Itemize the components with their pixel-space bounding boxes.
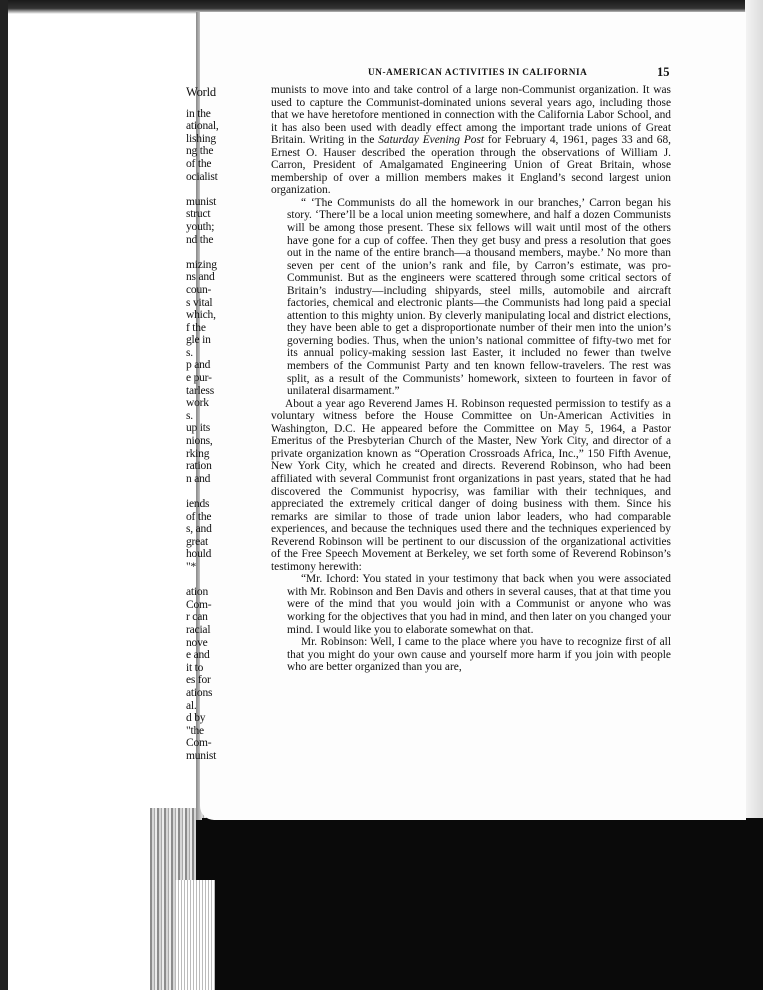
facing-page-fragment: of the <box>186 510 212 523</box>
facing-page-fragment: munist <box>186 749 217 762</box>
facing-page-fragment: n and <box>186 472 211 485</box>
facing-page-fragment: "the <box>186 724 204 737</box>
facing-page-fragment: ns and <box>186 271 215 284</box>
paragraph-1: munists to move into and take control of a large non-Communist organization. It was used to capture the Communist-dominated unions several years ago, including those that we have heretofore mentioned in connection with the California Labor School, and it has also been used with deadly effect among the important trade unions of Great Britain. Writing in the Saturday Evening Post for February 4, 1961, pages 33 and 68, Ernest O. Hauser described the operation through the observations of William J. Carron, President of Amalgamated Engineering Union of Great Britain, whose membership of over a million members makes it England’s second largest union organization. <box>271 84 671 197</box>
facing-page-fragment: f the <box>186 321 206 334</box>
facing-page-fragment: it to <box>186 661 204 674</box>
facing-page-fragment: coun- <box>186 283 212 296</box>
facing-page-fragment: Com- <box>186 598 212 611</box>
page-number: 15 <box>657 65 670 79</box>
facing-page-fragment: in the <box>186 107 211 120</box>
facing-page-fragment: s vital <box>186 296 213 309</box>
facing-page-fragment: e and <box>186 649 210 662</box>
running-title: UN-AMERICAN ACTIVITIES IN CALIFORNIA <box>368 67 588 77</box>
facing-page-fragment: mizing <box>186 258 217 271</box>
facing-page-fragment <box>186 485 222 498</box>
facing-page-fragment: hould <box>186 548 212 561</box>
facing-page-fragment: which, <box>186 309 216 322</box>
facing-page-fragment: ations <box>186 686 213 699</box>
facing-page-fragment: of the <box>186 157 212 170</box>
facing-page-fragment: r can <box>186 611 208 624</box>
facing-page-fragment <box>186 183 222 196</box>
scan-bottom-noise <box>175 880 215 990</box>
paragraph-2: About a year ago Reverend James H. Robinson requested permission to testify as a voluntary witness before the House Committee on Un-American Activities in Washington, D.C. He appeared before the Committee on May 5, 1964, a Pastor Emeritus of the Presbyterian Church of the Master, New York City, and director of a private organization known as “Operation Crossroads Africa, Inc.,” 150 Fifth Avenue, New York City, which he created and directs. Reverend Robinson, who had been affiliated with several Communist front organizations in past years, stated that he had discovered the Communist hypocrisy, was familiar with their techniques, and appreciated the extremely critical danger of doing business with them. Since his remarks are similar to those of trade union labor leaders, who had comparable experiences, and because the techniques used there and the techniques experienced by Reverend Robinson will be pertinent to our discussion of the organizational activities of the Free Speech Movement at Berkeley, we set forth some of Reverend Robinson’s testimony herewith: <box>271 397 671 573</box>
facing-page-fragment: s. <box>186 346 193 359</box>
facing-page-fragment: e pur- <box>186 372 212 385</box>
testimony-robinson: Mr. Robinson: Well, I came to the place where you have to recognize first of all that you might do your own cause and yourself more harm if you join with people who are better organized than you are, <box>287 636 671 674</box>
scan-left-edge <box>0 0 8 990</box>
facing-page-fragment: ocialist <box>186 170 218 183</box>
facing-page-fragment: Com- <box>186 737 212 750</box>
facing-page-fragment: tarless <box>186 384 214 397</box>
facing-page-fragment: work <box>186 397 209 410</box>
facing-page-fragment <box>186 574 222 587</box>
facing-page-fragment: great <box>186 535 208 548</box>
facing-page-fragment: youth; <box>186 220 215 233</box>
facing-page-fragment: gle in <box>186 334 211 347</box>
facing-page-fragment: s. <box>186 409 193 422</box>
facing-page-fragment: up its <box>186 422 211 435</box>
facing-page-fragment: racial <box>186 623 211 636</box>
publication-title: Saturday Evening Post <box>378 134 485 147</box>
scan-bottom-shadow <box>196 818 763 990</box>
scan-right-edge <box>745 0 763 818</box>
facing-page-fragment: d by <box>186 712 206 725</box>
facing-page-fragment <box>186 246 222 259</box>
facing-page-fragment: munist <box>186 195 217 208</box>
facing-page-fragment: nd the <box>186 233 214 246</box>
facing-page-fragments <box>186 86 222 762</box>
facing-page-fragment: World <box>186 86 216 99</box>
facing-page-fragment: ational, <box>186 120 219 133</box>
facing-page-fragment: s, and <box>186 523 212 536</box>
facing-page-fragment: lishing <box>186 132 216 145</box>
facing-page-fragment: ation <box>186 586 208 599</box>
facing-page-fragment: nove <box>186 636 208 649</box>
facing-page-fragment: rking <box>186 447 210 460</box>
main-text <box>271 84 671 674</box>
facing-page-fragment: al. <box>186 699 197 712</box>
facing-page-fragment: nions, <box>186 435 213 448</box>
facing-page-fragment: iends <box>186 498 210 510</box>
facing-page-fragment: ng the <box>186 145 214 158</box>
facing-page-fragment: p and <box>186 359 211 372</box>
block-quote: “ ‘The Communists do all the homework in our branches,’ Carron began his story. ‘There’ll be a local union meeting somewhere, and half a dozen Communists will be among those present. These six fellows will wait until most of the others have gone for a cup of coffee. Then they get busy and press a resolution that goes out in the name of the entire branch—a thousand members, maybe.’ No more than seven per cent of the union’s rank and file, by Carron’s estimate, was pro-Communist. But as the engineers were scattered through some critical sectors of Britain’s industry—including shipyards, steel mills, automobile and aircraft factories, chemical and electronic plants—the Communists had long paid a special attention to this mighty union. By cleverly manipulating local and district elections, they have been able to get a disproportionate number of their men into the union’s governing bodies. Thus, when the union’s national committee of fifty-two met for its annual policy-making session last Easter, it included no fewer than twelve members of the Communist Party and ten known fellow-travelers. The rest was split, as a result of the Communists’ homework, sixteen to fourteen in favor of unilateral disarmament.” <box>287 196 671 398</box>
facing-page-fragment: "* <box>186 560 197 573</box>
facing-page-fragment: ration <box>186 460 212 473</box>
testimony-ichord: “Mr. Ichord: You stated in your testimony that back when you were associated with Mr. Robinson and Ben Davis and others in several causes, that at that time you were of the mind that you would join with a Communist or anyone who was working for the objectives that you had in mind, and then later on you changed your mind. I would like you to elaborate somewhat on that. <box>287 573 671 636</box>
facing-page-fragment: struct <box>186 208 211 221</box>
facing-page-fragment: es for <box>186 674 211 687</box>
